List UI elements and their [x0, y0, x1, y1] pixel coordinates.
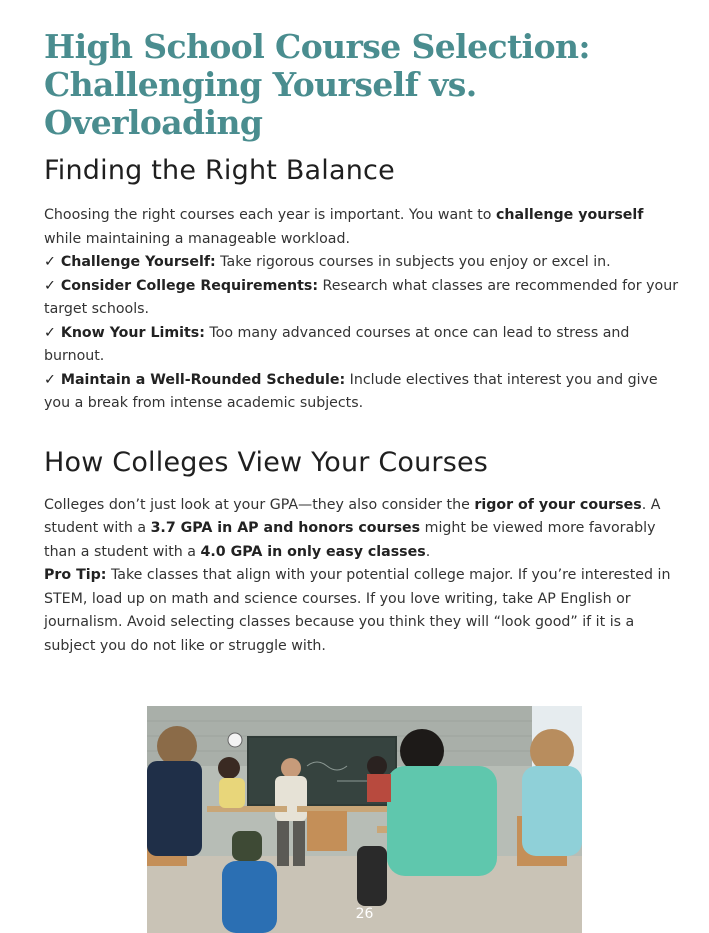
section-heading-balance: Finding the Right Balance	[44, 155, 395, 186]
classroom-photo	[147, 706, 582, 933]
list-item	[44, 275, 684, 322]
item-text: Take rigorous courses in subjects you enjoy or excel in.	[215, 254, 611, 270]
intro-text-end: while maintaining a manageable workload.	[44, 230, 350, 247]
page-title	[44, 28, 684, 142]
item-text: Research what classes are recommended for your target schools.	[44, 277, 679, 317]
p1-bold-2: 3.7 GPA in AP and honors courses	[150, 520, 421, 536]
intro-bold: challenge yourself	[495, 207, 644, 223]
pro-tip	[44, 564, 684, 658]
p1-text-b: . A student with a	[44, 496, 661, 536]
list-item	[44, 322, 684, 369]
list-item	[44, 251, 684, 275]
p1-text-c: might be viewed more favorably than a student with a	[44, 520, 656, 560]
pro-tip-label: Pro Tip:	[44, 567, 107, 583]
item-text: Include electives that interest you and give you a break from intense academic subjects.	[44, 371, 658, 411]
p1-text-a: Colleges don’t just look at your GPA—they also consider the	[44, 496, 475, 513]
item-label: ✓ Consider College Requirements:	[44, 277, 319, 294]
item-label: ✓ Maintain a Well-Rounded Schedule:	[44, 371, 346, 388]
page-number: 26	[355, 906, 374, 922]
page-content	[44, 28, 684, 658]
item-label: ✓ Know Your Limits:	[44, 324, 205, 341]
colleges-paragraph	[44, 494, 684, 565]
section-colleges-body	[44, 494, 684, 659]
item-label: ✓ Challenge Yourself:	[44, 254, 216, 270]
pro-tip-text: Take classes that align with your potential college major. If you’re interested in STEM, load up on math and science courses. If you love writing, take AP English or journalism. Avoid selecting classes because you think they will “look good” if it is a subject you do not like or struggle with.	[44, 567, 671, 654]
balance-intro	[44, 204, 684, 251]
title-line-1: High School Course Selection:	[44, 27, 590, 66]
intro-text: Choosing the right courses each year is important. You want to	[44, 207, 496, 223]
section-heading-colleges: How Colleges View Your Courses	[44, 446, 489, 478]
list-item	[44, 369, 684, 416]
p1-text-d: .	[425, 543, 431, 560]
section-balance-body	[44, 204, 684, 416]
p1-bold-3: 4.0 GPA in only easy classes	[200, 543, 426, 560]
p1-bold-1: rigor of your courses	[474, 496, 642, 513]
item-text: Too many advanced courses at once can lead to stress and burnout.	[44, 324, 630, 364]
title-line-2: Challenging Yourself vs. Overloading	[44, 65, 477, 142]
